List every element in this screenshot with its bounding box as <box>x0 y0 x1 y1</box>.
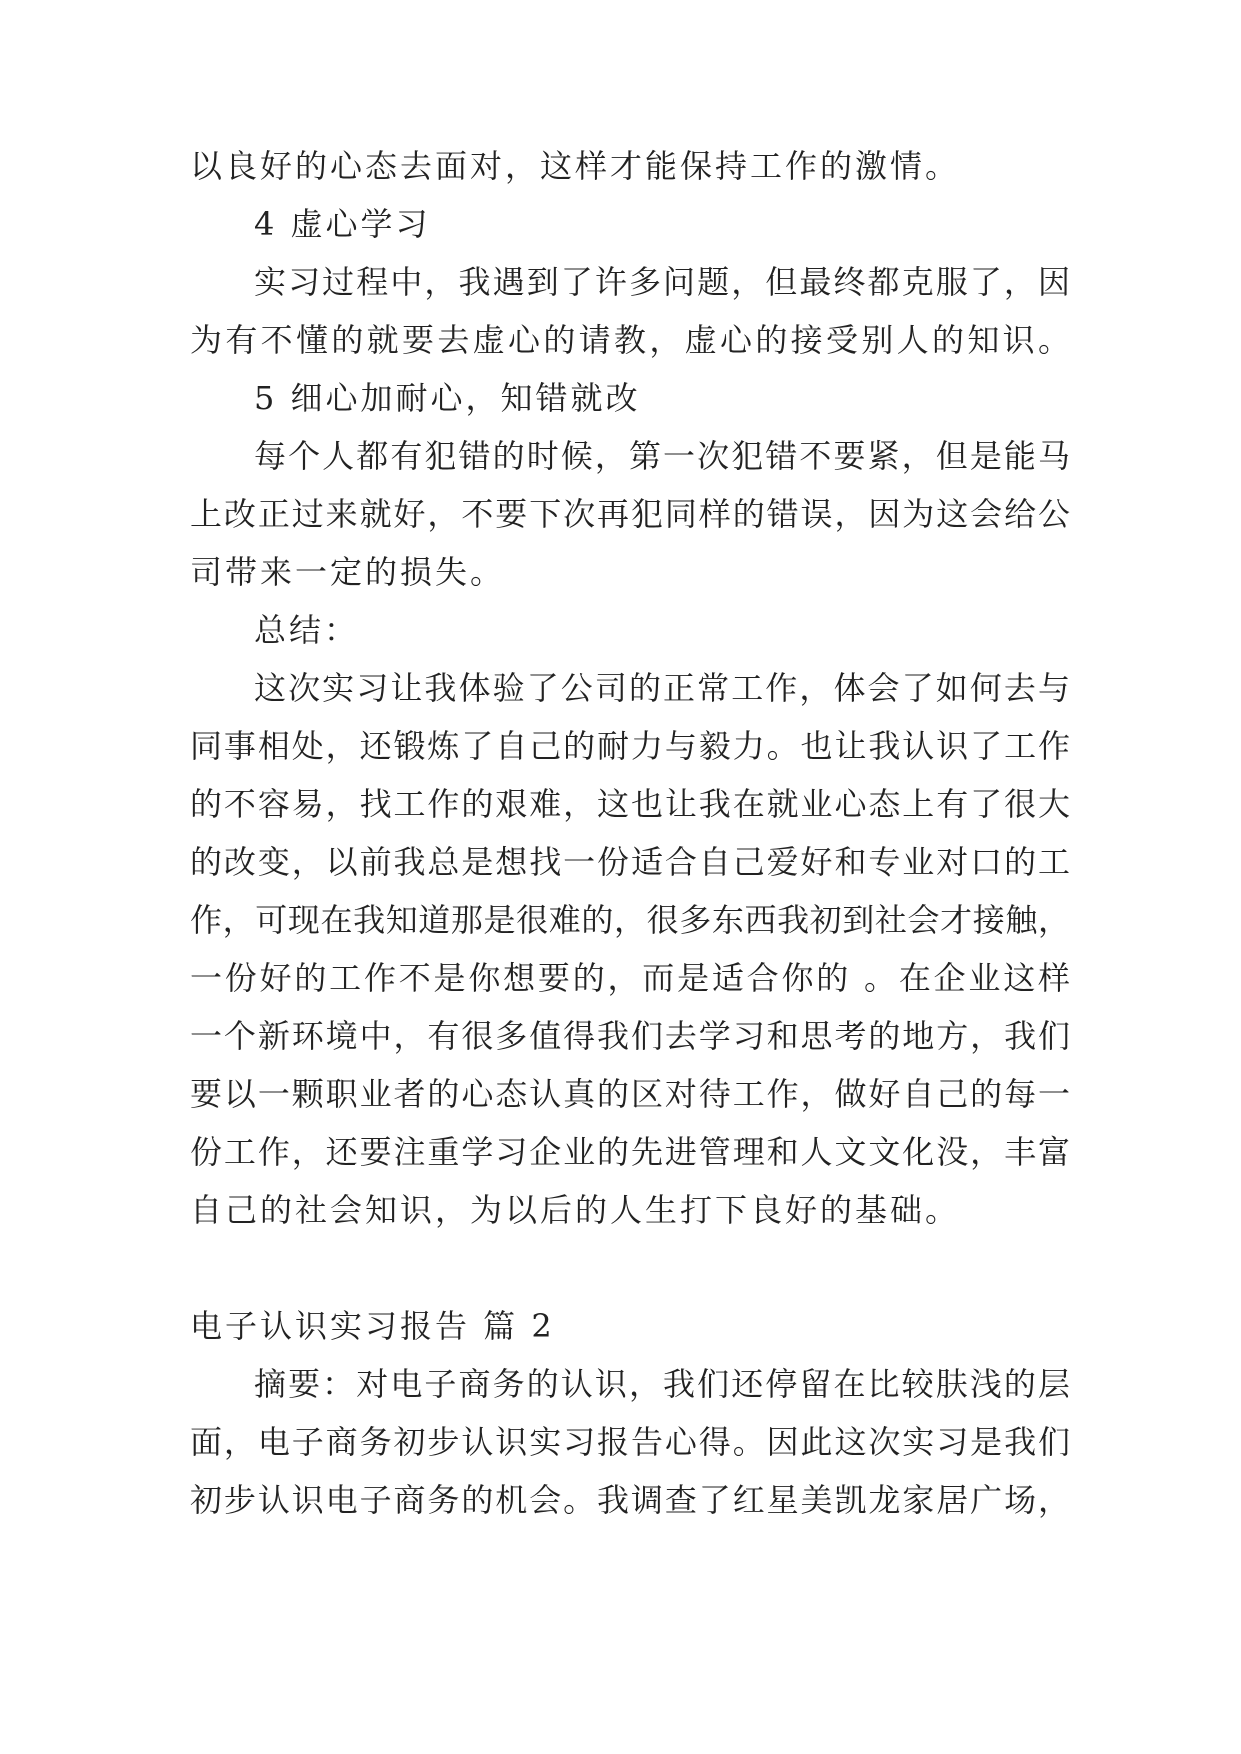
section-heading: 总结： <box>254 611 360 649</box>
paragraph-line: 的改变，以前我总是想找一份适合自己爱好和专业对口的工 <box>190 843 1070 881</box>
section-heading: 4 虚心学习 <box>254 205 431 243</box>
paragraph-line: 份工作，还要注重学习企业的先进管理和人文文化没，丰富 <box>190 1133 1070 1171</box>
paragraph-line: 摘要：对电子商务的认识，我们还停留在比较肤浅的层 <box>254 1365 1070 1403</box>
paragraph-line: 的不容易，找工作的艰难，这也让我在就业心态上有了很大 <box>190 785 1070 823</box>
paragraph-line: 要以一颗职业者的心态认真的区对待工作，做好自己的每一 <box>190 1075 1070 1113</box>
paragraph-line: 为有不懂的就要去虚心的请教，虚心的接受别人的知识。 <box>190 321 1070 359</box>
paragraph-line: 这次实习让我体验了公司的正常工作，体会了如何去与 <box>254 669 1070 707</box>
paragraph-line: 实习过程中，我遇到了许多问题，但最终都克服了，因 <box>254 263 1070 301</box>
paragraph-line: 初步认识电子商务的机会。我调查了红星美凯龙家居广场， <box>190 1481 1070 1519</box>
paragraph-line: 上改正过来就好，不要下次再犯同样的错误，因为这会给公 <box>190 495 1070 533</box>
paragraph-line: 一个新环境中，有很多值得我们去学习和思考的地方，我们 <box>190 1017 1070 1055</box>
paragraph-line: 作，可现在我知道那是很难的，很多东西我初到社会才接触， <box>190 901 1070 939</box>
paragraph-line: 同事相处，还锻炼了自己的耐力与毅力。也让我认识了工作 <box>190 727 1070 765</box>
chapter-heading: 电子认识实习报告 篇 2 <box>190 1307 555 1345</box>
paragraph-line: 面，电子商务初步认识实习报告心得。因此这次实习是我们 <box>190 1423 1070 1461</box>
paragraph-line: 一份好的工作不是你想要的，而是适合你的 。在企业这样 <box>190 959 1070 997</box>
paragraph-line: 司带来一定的损失。 <box>190 553 506 591</box>
paragraph-line: 自己的社会知识，为以后的人生打下良好的基础。 <box>190 1191 961 1229</box>
paragraph-line: 以良好的心态去面对，这样才能保持工作的激情。 <box>190 147 961 185</box>
paragraph-line: 每个人都有犯错的时候，第一次犯错不要紧，但是能马 <box>254 437 1070 475</box>
section-heading: 5 细心加耐心，知错就改 <box>254 379 641 417</box>
